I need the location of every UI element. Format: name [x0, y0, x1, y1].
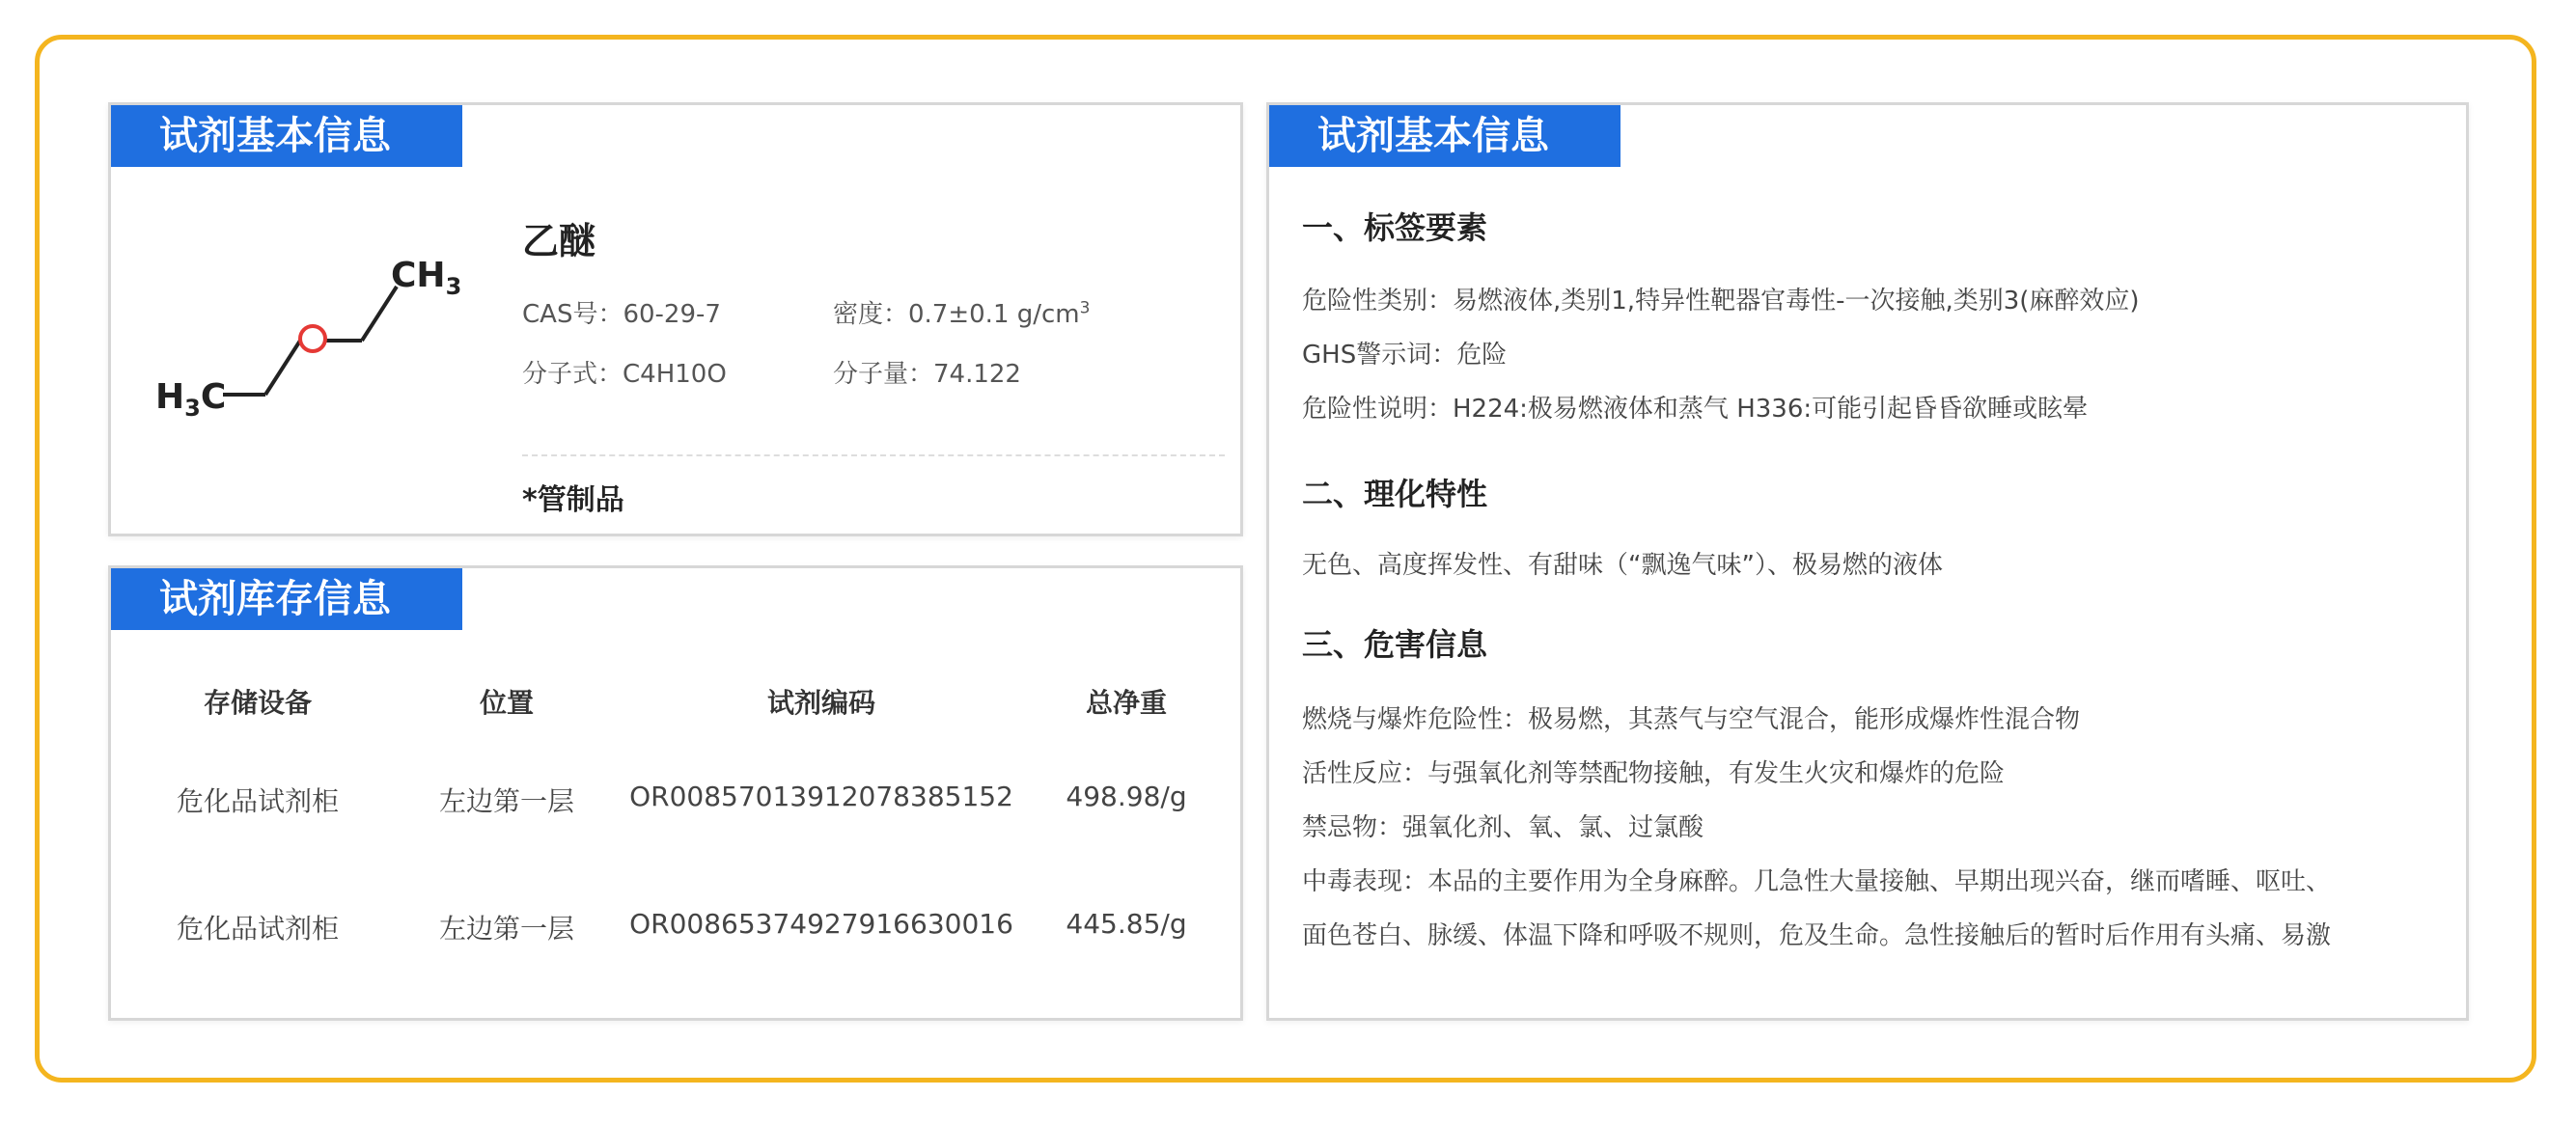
hazard-statement: 危险性说明：H224:极易燃液体和蒸气 H336:可能引起昏昏欲睡或眩晕: [1302, 395, 2089, 424]
cell-net-weight: 445.85/g: [1066, 908, 1187, 940]
cell-location: 左边第一层: [438, 913, 575, 945]
physchem-text: 无色、高度挥发性、有甜味（“飘逸气味”）、极易燃的液体: [1302, 551, 1943, 580]
cell-reagent-code: OR00865374927916630016: [629, 908, 1013, 940]
header-storage-device: 存储设备: [203, 687, 313, 719]
molecule-structure-diagram: [138, 240, 485, 424]
poisoning-symptoms-line-2: 面色苍白、脉缓、体温下降和呼吸不规则，危及生命。急性接触后的暂时后作用有头痛、易激: [1302, 921, 2332, 950]
section-label-elements: 一、标签要素: [1302, 209, 1488, 246]
details-panel: [1266, 102, 2469, 1021]
inventory-panel: [108, 565, 1243, 1021]
cell-location: 左边第一层: [438, 785, 575, 817]
basic-info-title: 试剂基本信息: [111, 105, 462, 167]
hazard-category: 危险性类别：易燃液体,类别1,特异性靶器官毒性-一次接触,类别3(麻醉效应): [1302, 287, 2140, 315]
basic-info-panel: [108, 102, 1243, 536]
cas-number: CAS号：60-29-7: [522, 300, 721, 329]
header-location: 位置: [479, 687, 535, 719]
cell-net-weight: 498.98/g: [1066, 781, 1187, 812]
controlled-badge: *管制品: [522, 483, 624, 517]
ch3-label: $CH_3$: [391, 256, 462, 300]
reactivity: 活性反应：与强氧化剂等禁配物接触，有发生火灾和爆炸的危险: [1302, 759, 2006, 788]
section-hazard-info: 三、危害信息: [1302, 626, 1488, 663]
reagent-name: 乙醚: [522, 220, 596, 262]
poisoning-symptoms-line-1: 中毒表现：本品的主要作用为全身麻醉。几急性大量接触、早期出现兴奋，继而嗜睡、呕吐、: [1302, 867, 2332, 896]
cell-storage-device: 危化品试剂柜: [176, 785, 340, 817]
details-title: 试剂基本信息: [1269, 105, 1620, 167]
fire-explosion-hazard: 燃烧与爆炸危险性：极易燃，其蒸气与空气混合，能形成爆炸性混合物: [1302, 705, 2081, 734]
ghs-signal-word: GHS警示词：危险: [1302, 341, 1508, 370]
h3c-label: $H_3C$: [155, 377, 227, 422]
inventory-title: 试剂库存信息: [111, 568, 462, 630]
cell-reagent-code: OR00857013912078385152: [629, 781, 1013, 812]
divider: [522, 454, 1225, 456]
cell-storage-device: 危化品试剂柜: [176, 913, 340, 945]
header-reagent-code: 试剂编码: [766, 687, 876, 719]
section-physchem: 二、理化特性: [1302, 476, 1488, 512]
molecular-weight: 分子量：74.122: [833, 360, 1021, 389]
header-net-weight: 总净重: [1085, 687, 1168, 719]
incompatible-materials: 禁忌物：强氧化剂、氧、氯、过氯酸: [1302, 813, 1704, 842]
molecular-formula: 分子式：C4H10O: [522, 360, 727, 389]
density: 密度：0.7±0.1 $g/cm^3$: [833, 298, 1091, 329]
oxygen-atom: [300, 326, 325, 351]
